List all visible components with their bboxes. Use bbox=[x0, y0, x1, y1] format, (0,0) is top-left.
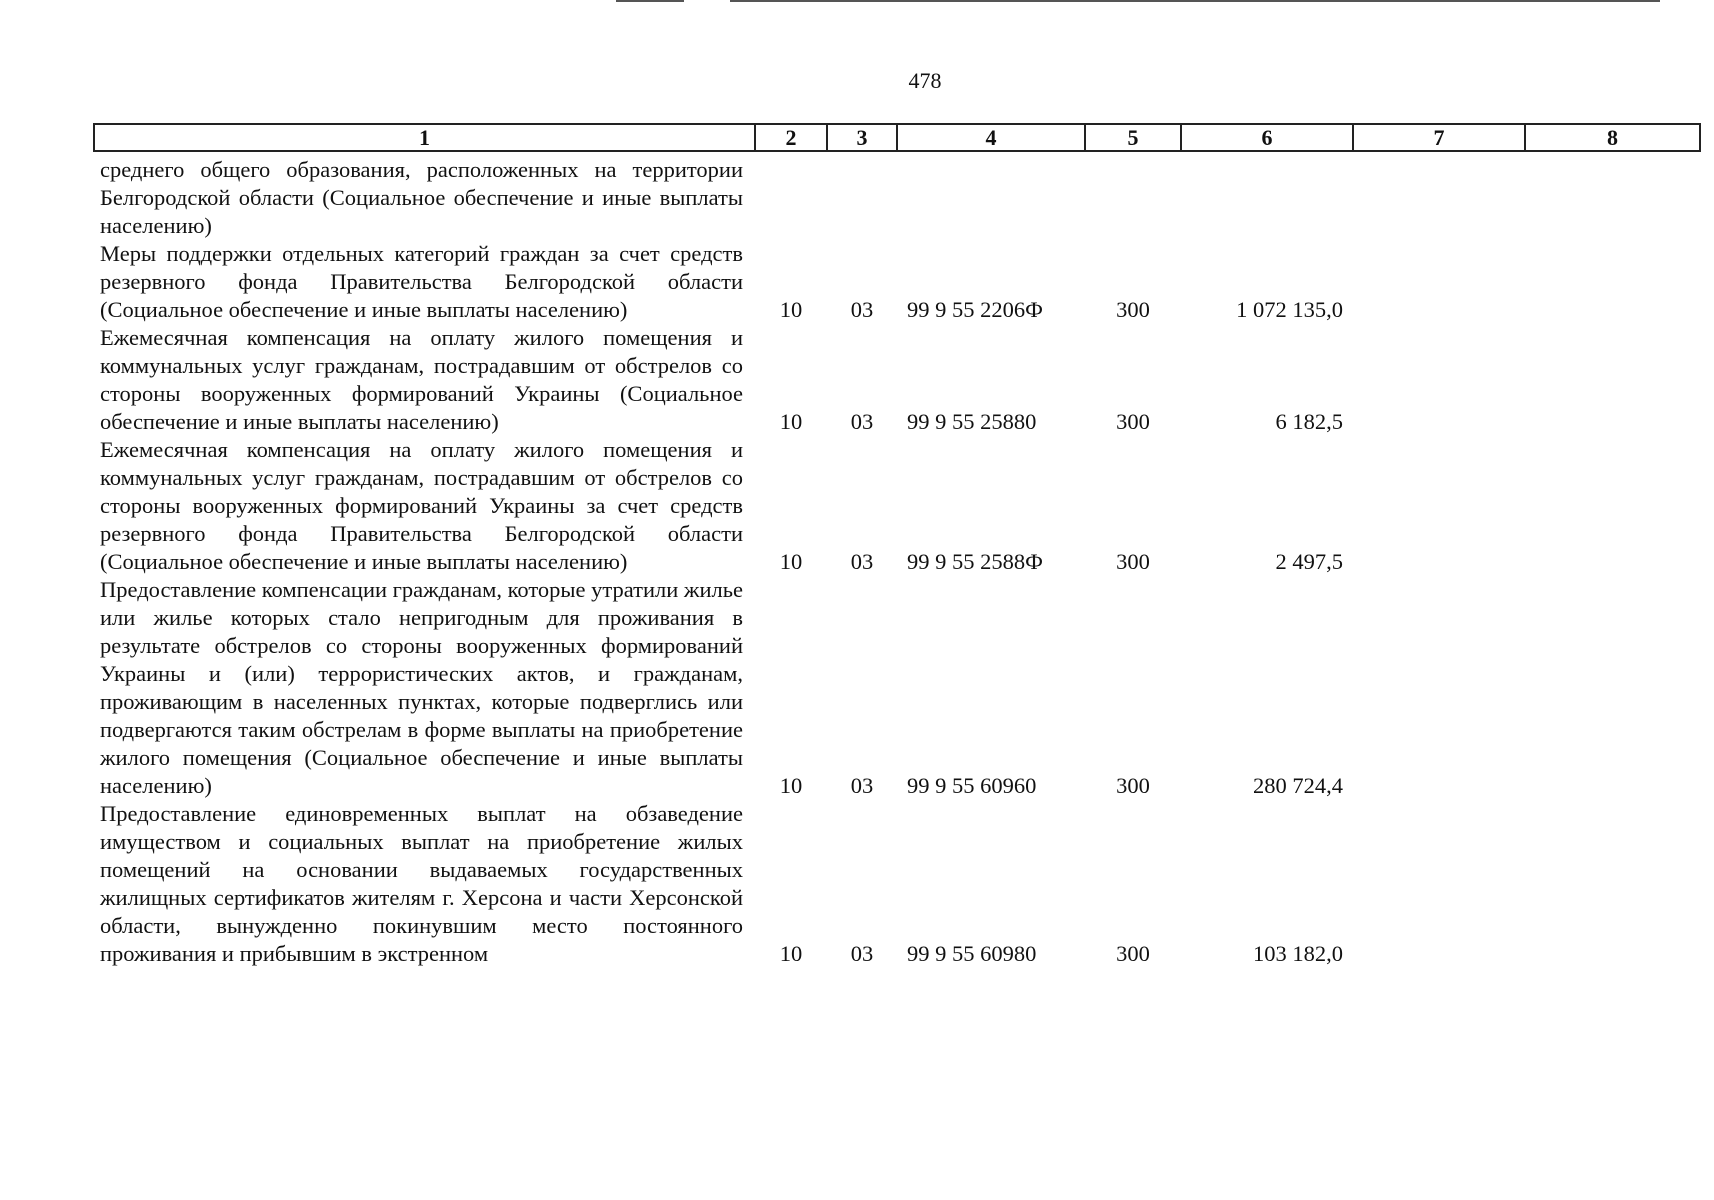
target-article-code: 99 9 55 25880 bbox=[907, 409, 1037, 434]
amount: 2 497,5 bbox=[1275, 549, 1343, 574]
top-border-line bbox=[730, 0, 1660, 2]
page-number: 478 bbox=[908, 68, 942, 93]
section-code: 10 bbox=[779, 409, 803, 434]
expense-type-code: 300 bbox=[1116, 941, 1150, 966]
target-article-code: 99 9 55 2206Ф bbox=[907, 297, 1043, 322]
amount-col7 bbox=[1353, 151, 1525, 240]
column-header: 3 bbox=[827, 124, 897, 151]
subsection-code: 03 bbox=[850, 773, 874, 798]
subsection-code: 03 bbox=[850, 409, 874, 434]
section-code: 10 bbox=[779, 941, 803, 966]
amount-col7 bbox=[1353, 240, 1525, 324]
subsection-code: 03 bbox=[850, 297, 874, 322]
table-row bbox=[94, 800, 1700, 968]
amount-col7 bbox=[1353, 324, 1525, 436]
amount bbox=[1181, 151, 1353, 240]
target-article-code bbox=[897, 151, 1085, 240]
target-article-code: 99 9 55 60960 bbox=[907, 773, 1037, 798]
table-row bbox=[94, 240, 1700, 324]
expense-type-code: 300 bbox=[1116, 297, 1150, 322]
subsection-code: 03 bbox=[850, 549, 874, 574]
column-header: 1 bbox=[94, 124, 755, 151]
column-header: 2 bbox=[755, 124, 827, 151]
subsection-code: 03 bbox=[850, 941, 874, 966]
section-code: 10 bbox=[779, 549, 803, 574]
amount-col8 bbox=[1525, 151, 1700, 240]
column-header: 5 bbox=[1085, 124, 1181, 151]
amount: 103 182,0 bbox=[1253, 941, 1343, 966]
amount-col7 bbox=[1353, 800, 1525, 968]
column-header: 4 bbox=[897, 124, 1085, 151]
row-description: Предоставление единовременных выплат на обзаведение имуществом и социальных выплат на приобретение жилых помещений на основании выдаваемых государственных жилищных сертификатов жителям г. Херсона и части Херсонской области, вынужденно покинувшим место постоянного проживания и прибывшим в экстренном bbox=[100, 801, 743, 966]
amount-col8 bbox=[1525, 324, 1700, 436]
amount-col8 bbox=[1525, 800, 1700, 968]
expense-type-code: 300 bbox=[1116, 549, 1150, 574]
budget-table bbox=[93, 123, 1701, 968]
amount-col7 bbox=[1353, 576, 1525, 800]
amount-col8 bbox=[1525, 436, 1700, 576]
row-description: Меры поддержки отдельных категорий граждан за счет средств резервного фонда Правительства Белгородской области (Социальное обеспечение и иные выплаты населению) bbox=[100, 241, 743, 322]
amount-col7 bbox=[1353, 436, 1525, 576]
table-row bbox=[94, 324, 1700, 436]
expense-type-code: 300 bbox=[1116, 773, 1150, 798]
table-header-row bbox=[94, 124, 1700, 151]
subsection-code bbox=[827, 151, 897, 240]
section-code bbox=[755, 151, 827, 240]
expense-type-code bbox=[1085, 151, 1181, 240]
column-header: 6 bbox=[1181, 124, 1353, 151]
table-row bbox=[94, 576, 1700, 800]
row-description: Ежемесячная компенсация на оплату жилого помещения и коммунальных услуг гражданам, пострадавшим от обстрелов со стороны вооруженных формирований Украины (Социальное обеспечение и иные выплаты населению) bbox=[100, 325, 743, 434]
target-article-code: 99 9 55 2588Ф bbox=[907, 549, 1043, 574]
row-description: Предоставление компенсации гражданам, которые утратили жилье или жилье которых стало непригодным для проживания в результате обстрелов со стороны вооруженных формирований Украины и (или) террористических актов, и гражданам, проживающим в населенных пунктах, которые подверглись или подвергаются таким обстрелам в форме выплаты на приобретение жилого помещения (Социальное обеспечение и иные выплаты населению) bbox=[100, 577, 743, 798]
amount-col8 bbox=[1525, 576, 1700, 800]
amount-col8 bbox=[1525, 240, 1700, 324]
row-description: Ежемесячная компенсация на оплату жилого помещения и коммунальных услуг гражданам, пострадавшим от обстрелов со стороны вооруженных формирований Украины за счет средств резервного фонда Правительства Белгородской области (Социальное обеспечение и иные выплаты населению) bbox=[100, 437, 743, 574]
target-article-code: 99 9 55 60980 bbox=[907, 941, 1037, 966]
section-code: 10 bbox=[779, 773, 803, 798]
table-row bbox=[94, 436, 1700, 576]
amount: 280 724,4 bbox=[1253, 773, 1343, 798]
expense-type-code: 300 bbox=[1116, 409, 1150, 434]
amount: 1 072 135,0 bbox=[1236, 297, 1343, 322]
top-border-line bbox=[616, 0, 684, 2]
row-description: среднего общего образования, расположенных на территории Белгородской области (Социальное обеспечение и иные выплаты населению) bbox=[100, 157, 743, 238]
column-header: 7 bbox=[1353, 124, 1525, 151]
section-code: 10 bbox=[779, 297, 803, 322]
amount: 6 182,5 bbox=[1275, 409, 1343, 434]
table-row bbox=[94, 151, 1700, 240]
column-header: 8 bbox=[1525, 124, 1700, 151]
